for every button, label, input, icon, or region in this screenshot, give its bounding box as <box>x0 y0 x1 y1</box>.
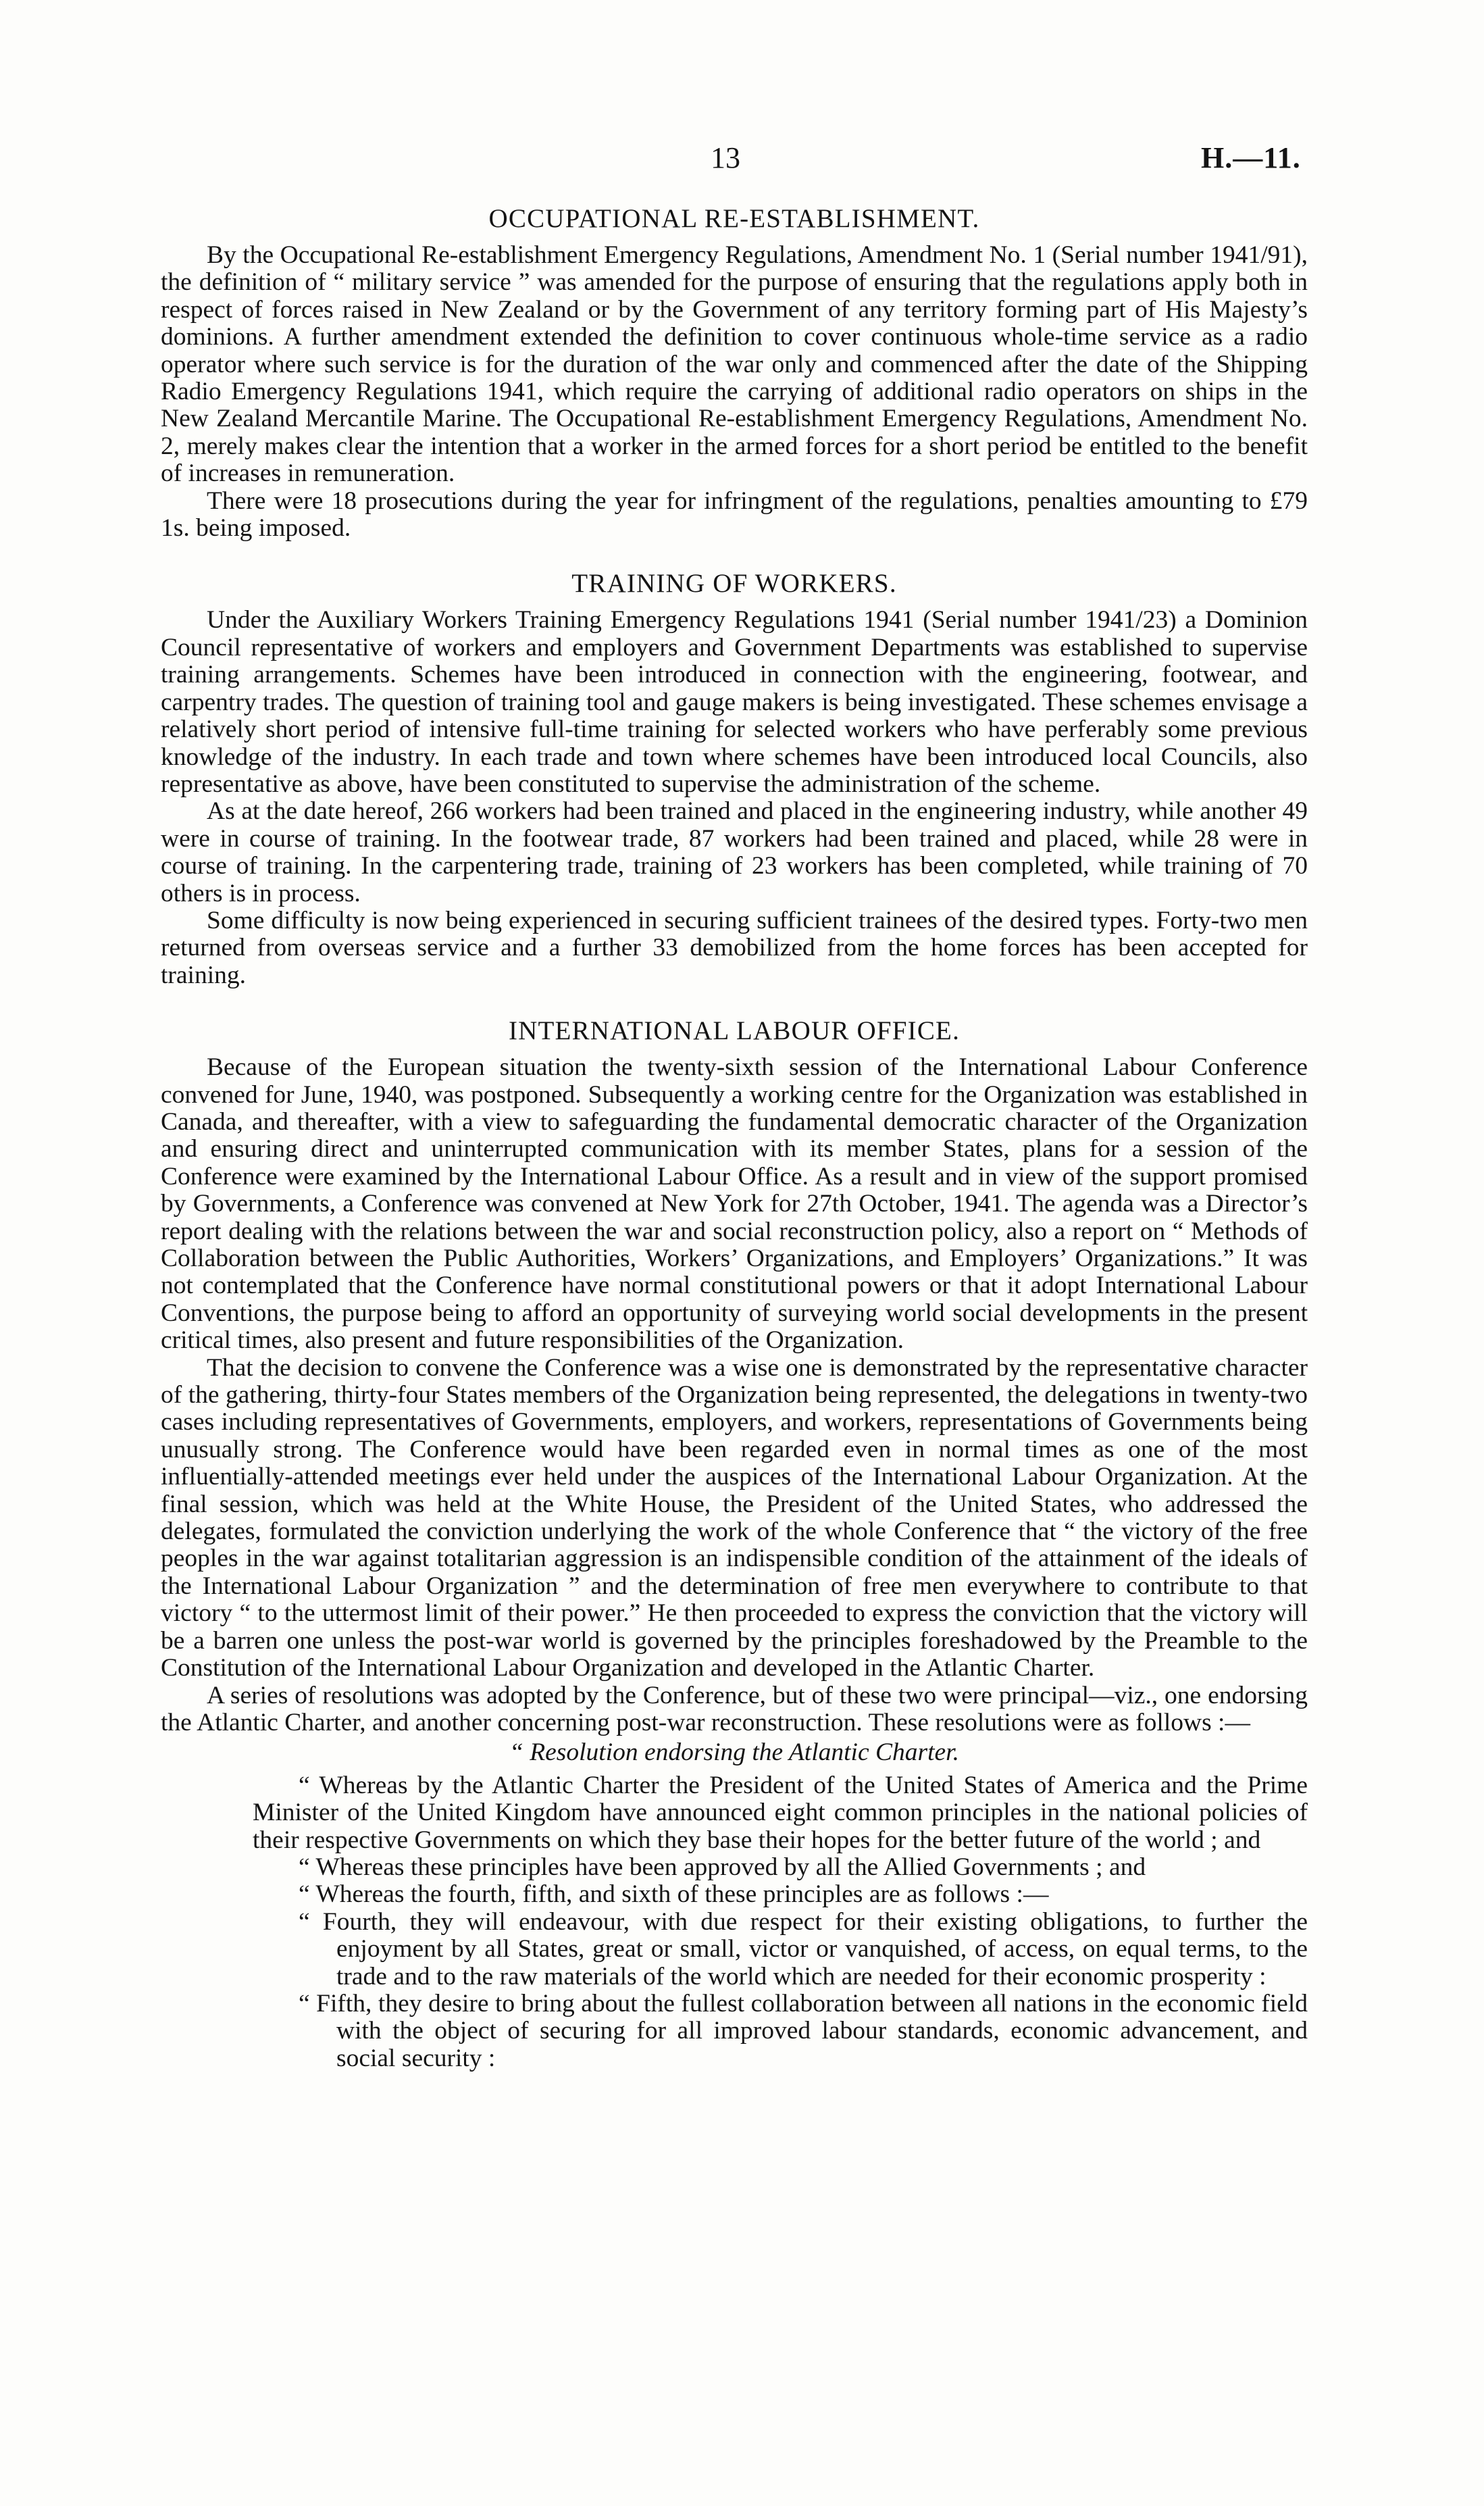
document-reference: H.—11. <box>1201 141 1301 174</box>
paragraph: By the Occupational Re-establishment Emergency Regulations, Amendment No. 1 (Serial number 1941/91), the definition of “ military service ” was amended for the purpose of ensuring that the regulations apply both in respect of forces raised in New Zealand or by the Government of any territory forming part of His Majesty’s dominions. A further amendment extended the definition to cover continuous whole-time service as a radio operator where such service is for the duration of the war only and commenced after the date of the Shipping Radio Emergency Regulations 1941, which require the carrying of additional radio operators on ships in the New Zealand Mercantile Marine. The Occupational Re-establishment Emergency Regulations, Amendment No. 2, merely makes clear the intention that a worker in the armed forces for a short period be entitled to the benefit of increases in remuneration. <box>161 241 1308 488</box>
resolution-clause: “ Whereas by the Atlantic Charter the President of the United States of America and the Prime Minister of the United Kingdom have announced eight common principles in the national policies of their respective Governments on which they base their hopes for the better future of the world ; and <box>253 1771 1308 1854</box>
paragraph: Because of the European situation the twenty-sixth session of the International Labour Conference convened for June, 1940, was postponed. Subsequently a working centre for the Organization was established in Canada, and thereafter, with a view to safeguarding the fundamental democratic character of the Organization and ensuring direct and uninterrupted communication with its member States, plans for a session of the Conference were examined by the International Labour Office. As a result and in view of the support promised by Governments, a Conference was convened at New York for 27th October, 1941. The agenda was a Director’s report dealing with the relations between the war and social reconstruction policy, also a report on “ Methods of Collaboration between the Public Authorities, Workers’ Organizations, and Employers’ Organizations.” It was not contemplated that the Conference have normal constitutional powers or that it adopt International Labour Conventions, the purpose being to afford an opportunity of surveying world social developments in the present critical times, also present and future responsibilities of the Organization. <box>161 1053 1308 1355</box>
page-header <box>0 141 1484 181</box>
section-heading: INTERNATIONAL LABOUR OFFICE. <box>508 1016 961 1046</box>
resolution-clause: “ Fifth, they desire to bring about the fullest collaboration between all nations in the economic field with the object of securing for all improved labour standards, economic advancement, and social security : <box>299 1989 1308 2072</box>
resolution-title: “ Resolution endorsing the Atlantic Charter. <box>509 1738 959 1767</box>
section-occupational-re-establishment <box>161 204 1308 542</box>
section-international-labour-office <box>161 1016 1308 2072</box>
section-heading: OCCUPATIONAL RE-ESTABLISHMENT. <box>488 204 980 233</box>
paragraph: There were 18 prosecutions during the year for infringment of the regulations, penalties amounting to £79 1s. being imposed. <box>161 486 1308 543</box>
paragraph: Under the Auxiliary Workers Training Emergency Regulations 1941 (Serial number 1941/23) a Dominion Council representative of workers and employers and Government Departments was established to supervise training arrangements. Schemes have been introduced in connection with the engineering, footwear, and carpentry trades. The question of training tool and gauge makers is being investigated. These schemes envisage a relatively short period of intensive full-time training for selected workers who have perferably some previous knowledge of the industry. In each trade and town where schemes have been introduced local Councils, also representative as above, have been constituted to supervise the administration of the scheme. <box>161 606 1308 798</box>
resolution-clause: “ Whereas these principles have been approved by all the Allied Governments ; and <box>299 1853 1146 1881</box>
paragraph: As at the date hereof, 266 workers had been trained and placed in the engineering industry, while another 49 were in course of training. In the footwear trade, 87 workers had been trained and placed, while 28 were in course of training. In the carpentering trade, training of 23 workers has been completed, while training of 70 others is in process. <box>161 797 1308 907</box>
paragraph: Some difficulty is now being experienced in securing sufficient trainees of the desired types. Forty-two men returned from overseas service and a further 33 demobilized from the home forces has been accepted for training. <box>161 906 1308 989</box>
resolution-clause: “ Fourth, they will endeavour, with due respect for their existing obligations, to further the enjoyment by all States, great or small, victor or vanquished, of access, on equal terms, to the trade and to the raw materials of the world which are needed for their economic prosperity : <box>299 1907 1308 1990</box>
section-heading: TRAINING OF WORKERS. <box>571 569 897 599</box>
section-training-of-workers <box>161 569 1308 989</box>
paragraph: That the decision to convene the Conference was a wise one is demonstrated by the representative character of the gathering, thirty-four States members of the Organization being represented, the delegations in twenty-two cases including representatives of Governments, employers, and workers, representations of Governments being unusually strong. The Conference would have been regarded even in normal times as one of the most influentially-attended meetings ever held under the auspices of the International Labour Organization. At the final session, which was held at the White House, the President of the United States, who addressed the delegates, formulated the conviction underlying the work of the whole Conference that “ the victory of the free peoples in the war against totalitarian aggression is an indispensible condition of the attainment of the ideals of the International Labour Organization ” and the determination of free men everywhere to contribute to that victory “ to the uttermost limit of their power.” He then proceeded to express the conviction that the victory will be a barren one unless the post-war world is governed by the principles foreshadowed by the Preamble to the Constitution of the International Labour Organization and developed in the Atlantic Charter. <box>161 1353 1308 1682</box>
document-body <box>161 204 1308 2072</box>
resolution-text <box>253 1772 1308 2072</box>
paragraph: A series of resolutions was adopted by the Conference, but of these two were principal—viz., one endorsing the Atlantic Charter, and another concerning post-war reconstruction. These resolutions were as follows :— <box>161 1681 1308 1736</box>
page-number: 13 <box>711 141 740 174</box>
resolution-clause: “ Whereas the fourth, fifth, and sixth of these principles are as follows :— <box>299 1880 1049 1909</box>
